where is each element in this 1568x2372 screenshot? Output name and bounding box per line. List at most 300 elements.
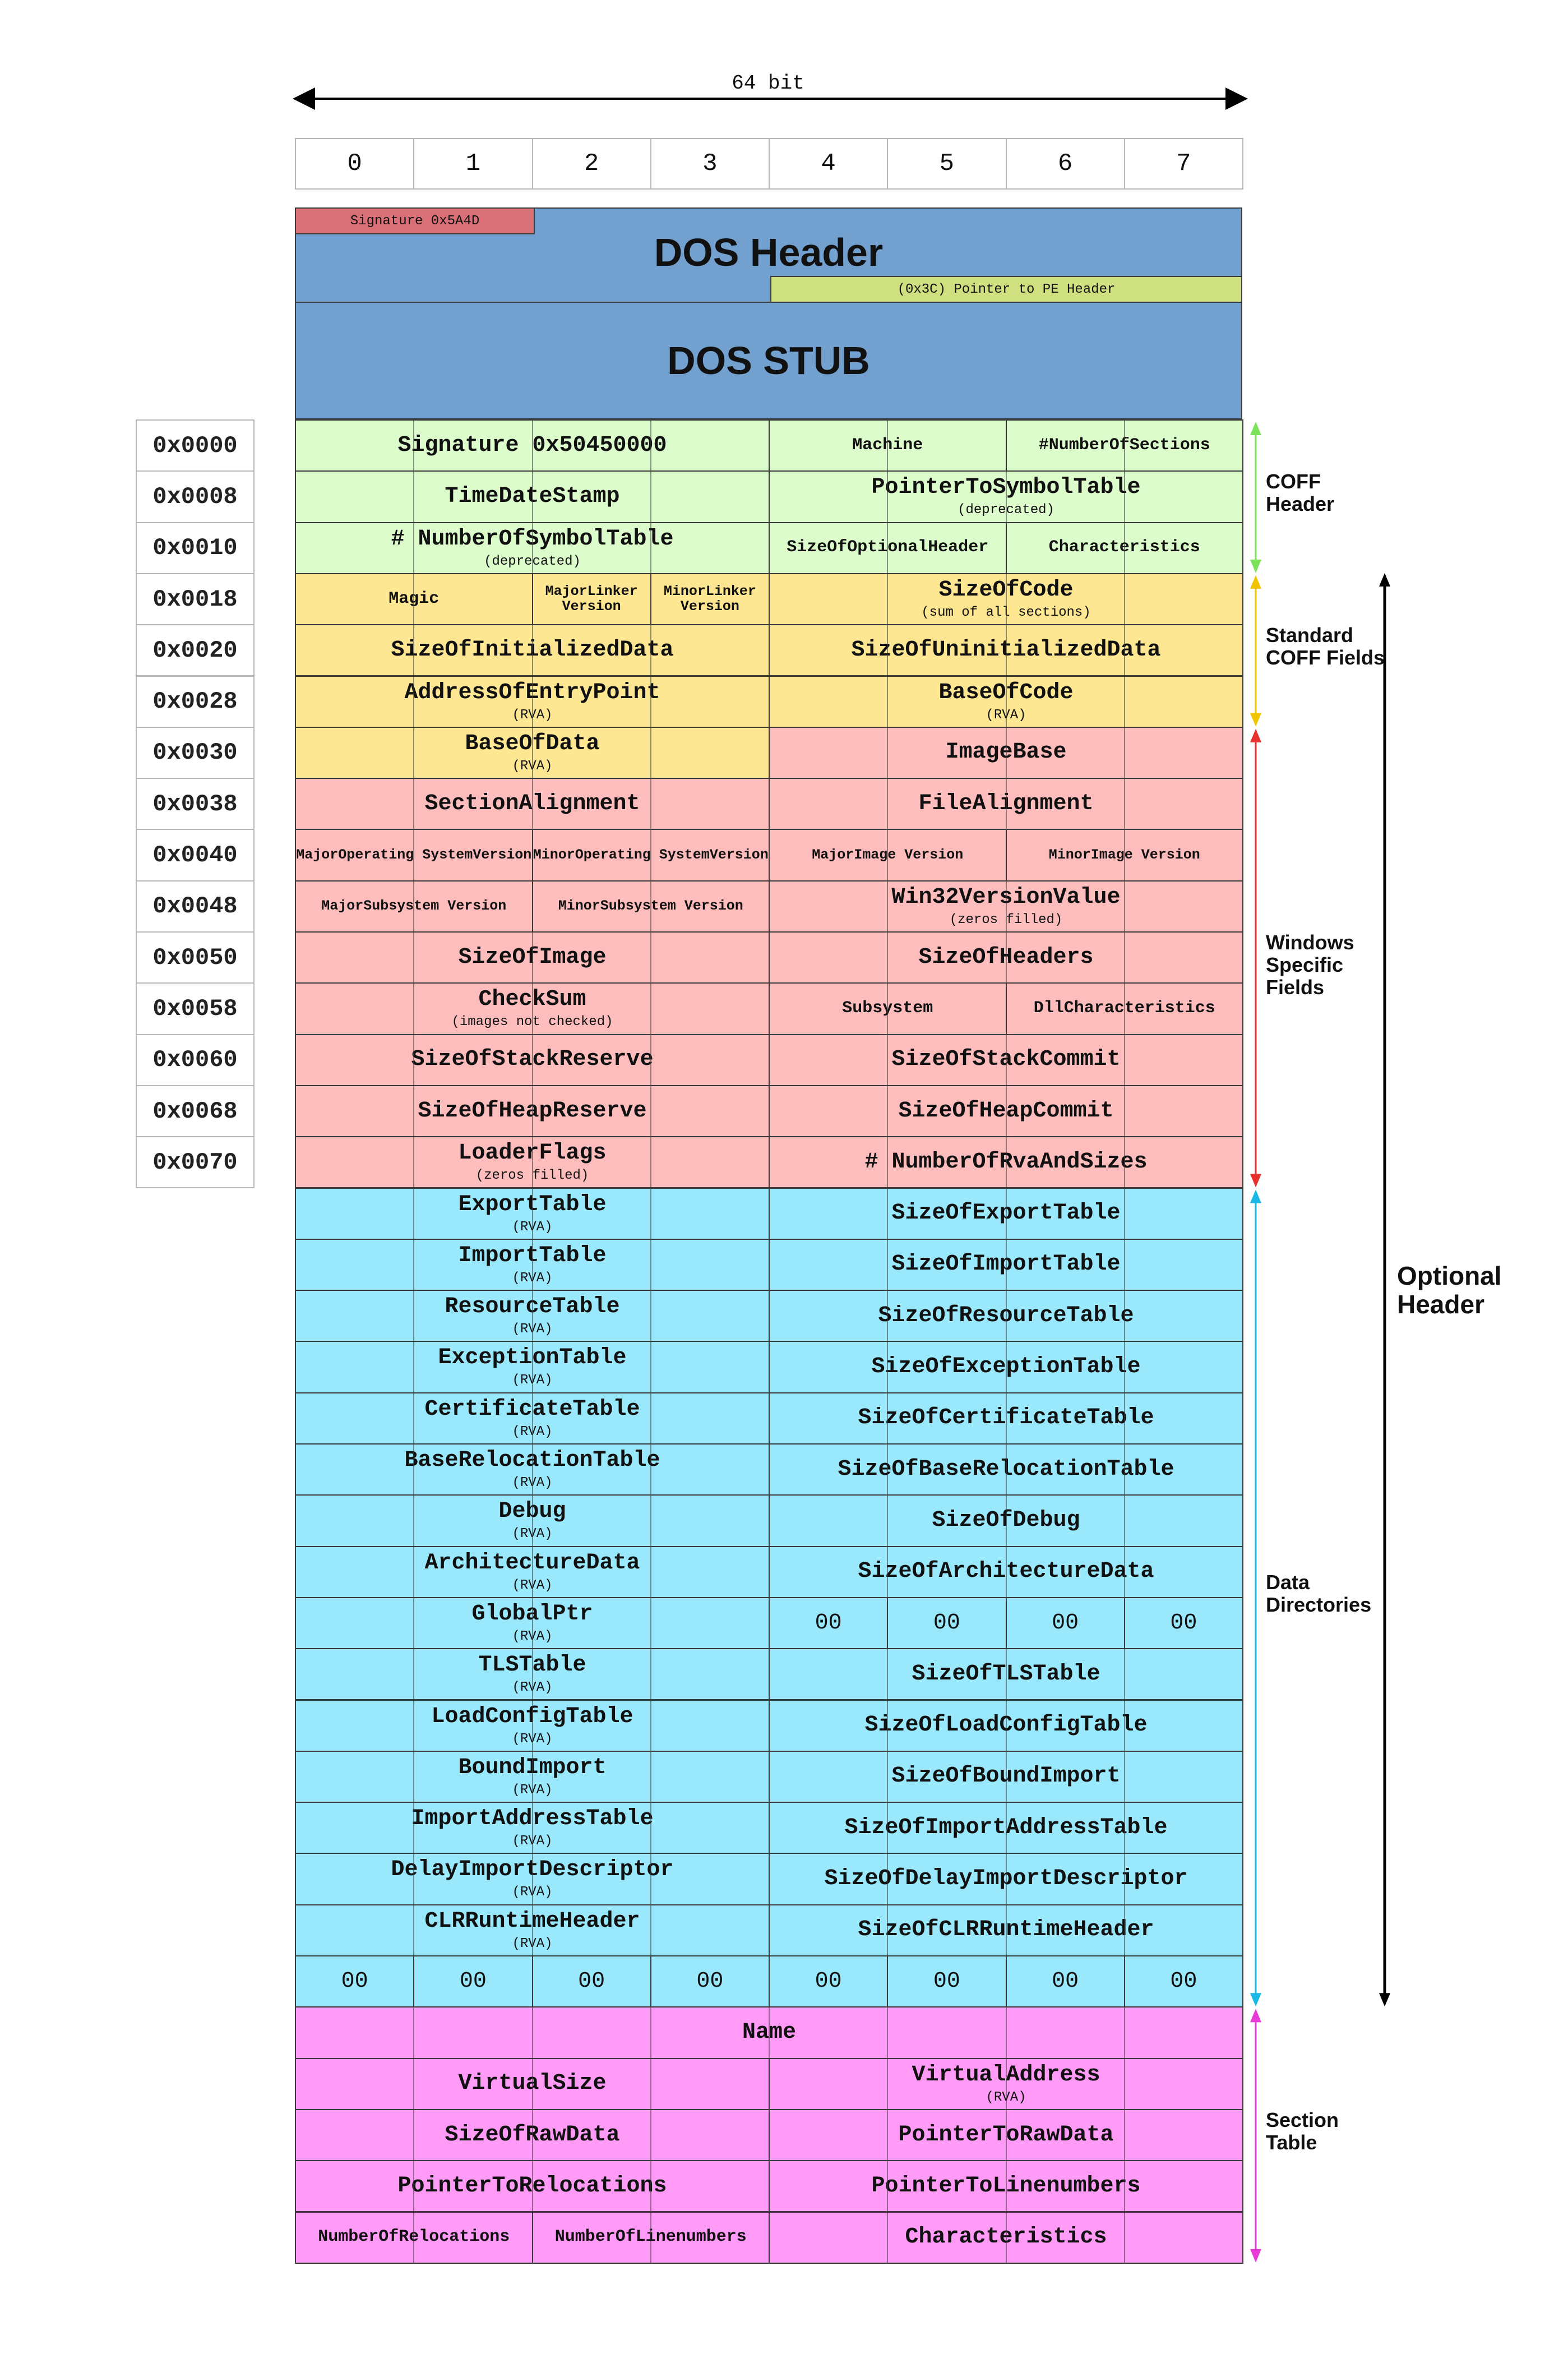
offset-label: 0x0018 — [136, 573, 255, 625]
byte-grid-line — [1006, 1547, 1007, 1597]
byte-grid-line — [532, 1752, 533, 1802]
byte-grid-line — [1006, 728, 1007, 778]
byte-grid-line — [532, 779, 533, 829]
field-name: 00 — [933, 1610, 960, 1636]
field-name: SizeOfArchitectureData — [858, 1559, 1154, 1585]
byte-grid-line — [650, 1803, 651, 1853]
byte-grid-line — [1124, 933, 1125, 982]
byte-grid-line — [532, 933, 533, 982]
field-name: ArchitectureData — [424, 1550, 640, 1576]
byte-grid-line — [887, 830, 888, 880]
field-signature-0x50450000 — [295, 419, 770, 472]
byte-grid-line — [887, 2008, 888, 2057]
byte-grid-line — [887, 1547, 888, 1597]
byte-grid-line — [532, 1803, 533, 1853]
byte-grid-line — [1006, 1445, 1007, 1494]
byte-grid-line — [532, 1393, 533, 1443]
byte-grid-line — [887, 1649, 888, 1699]
byte-grid-line — [413, 421, 414, 470]
offset-label: 0x0008 — [136, 470, 255, 523]
field-timedatestamp — [295, 470, 770, 523]
byte-grid-line — [1006, 1342, 1007, 1392]
field-name: SizeOfStackCommit — [891, 1047, 1121, 1073]
field-00 — [769, 1955, 888, 2008]
byte-grid-line — [1006, 1854, 1007, 1904]
field-name: SizeOfExportTable — [891, 1201, 1121, 1226]
field-note: (RVA) — [512, 1936, 553, 1951]
byte-grid-line — [1124, 1189, 1125, 1239]
byte-grid-line — [532, 1035, 533, 1085]
field-loadconfigtable — [295, 1700, 770, 1752]
byte-grid-line — [887, 1291, 888, 1341]
byte-grid-line — [1006, 1291, 1007, 1341]
offset-label: 0x0070 — [136, 1136, 255, 1188]
field-name: SizeOfImportTable — [891, 1252, 1121, 1277]
byte-grid-line — [413, 472, 414, 522]
byte-grid-line — [887, 1701, 888, 1751]
offset-label: 0x0060 — [136, 1034, 255, 1086]
optional-header-label: Optional Header — [1397, 1261, 1502, 1319]
field-numberofrelocations — [295, 2212, 533, 2264]
field-name: PointerToRawData — [898, 2122, 1114, 2148]
field-note: (RVA) — [512, 1424, 553, 1439]
field-00 — [650, 1955, 770, 2008]
field-sizeofimportaddresstable — [769, 1802, 1243, 1854]
byte-grid-line — [532, 1342, 533, 1392]
byte-grid-line — [650, 2110, 651, 2160]
byte-grid-line — [413, 1905, 414, 1955]
field-dllcharacteristics — [1006, 982, 1244, 1035]
section-arrow — [1250, 2009, 1261, 2263]
byte-grid-line — [532, 1189, 533, 1239]
byte-grid-line — [1124, 779, 1125, 829]
byte-grid-line — [413, 1752, 414, 1802]
byte-grid-line — [1124, 1342, 1125, 1392]
field-sizeoftlstable — [769, 1648, 1243, 1700]
dos-signature-text: Signature 0x5A4D — [350, 213, 480, 229]
byte-grid-line — [650, 1445, 651, 1494]
field-name: Machine — [852, 435, 923, 455]
byte-grid-line — [532, 2110, 533, 2160]
offset-label: 0x0068 — [136, 1085, 255, 1137]
field-virtualsize — [295, 2058, 770, 2110]
byte-grid-line — [887, 523, 888, 573]
byte-grid-line — [887, 1393, 888, 1443]
byte-grid-line — [532, 728, 533, 778]
field-sizeofresourcetable — [769, 1290, 1243, 1342]
byte-grid-line — [887, 1496, 888, 1545]
field-baseofdata — [295, 727, 770, 779]
field-name: SizeOfHeapCommit — [898, 1098, 1114, 1124]
field-name: MajorSubsystem Version — [321, 898, 507, 915]
field-pointertorawdata — [769, 2109, 1243, 2161]
field-name: Magic — [388, 589, 440, 608]
byte-grid-line — [532, 1086, 533, 1136]
field-note: (deprecated) — [484, 553, 581, 569]
byte-grid-line — [650, 1649, 651, 1699]
field-name: ExceptionTable — [438, 1345, 627, 1371]
byte-grid-line — [650, 882, 651, 931]
field-name: SizeOfResourceTable — [878, 1303, 1134, 1328]
byte-grid-line — [413, 882, 414, 931]
offset-label: 0x0040 — [136, 829, 255, 881]
field-name: Characteristics — [1048, 538, 1200, 557]
field-name: FileAlignment — [918, 791, 1094, 816]
field-imagebase — [769, 727, 1243, 779]
field-00 — [1124, 1597, 1243, 1649]
byte-grid-line — [1124, 1649, 1125, 1699]
field-name: TLSTable — [478, 1653, 586, 1678]
byte-grid-line — [413, 2110, 414, 2160]
field-name: SizeOfUninitializedData — [851, 637, 1161, 663]
byte-grid-line — [887, 421, 888, 470]
field-name: PointerToRelocations — [397, 2173, 667, 2199]
field-note: (RVA) — [986, 707, 1026, 723]
field-00 — [1006, 1597, 1125, 1649]
byte-grid-line — [1124, 1752, 1125, 1802]
byte-grid-line — [650, 2213, 651, 2263]
byte-grid-line — [532, 1445, 533, 1494]
byte-grid-line — [413, 625, 414, 675]
byte-grid-line — [650, 1035, 651, 1085]
field-00 — [887, 1955, 1006, 2008]
field-majorlinker-version — [532, 573, 651, 625]
field-sizeofimage — [295, 931, 770, 984]
byte-grid-line — [532, 2161, 533, 2211]
field-name: SizeOfHeapReserve — [418, 1098, 647, 1124]
byte-grid-line — [1124, 984, 1125, 1033]
byte-grid-line — [1124, 1445, 1125, 1494]
byte-grid-line — [650, 1752, 651, 1802]
field-numberofsymboltable — [295, 522, 770, 574]
byte-grid-line — [1124, 1086, 1125, 1136]
field-note: (RVA) — [512, 1577, 553, 1593]
field-sizeofdelayimportdescriptor — [769, 1853, 1243, 1905]
offset-label: 0x0038 — [136, 778, 255, 830]
byte-grid-line — [1124, 1854, 1125, 1904]
field-note: (RVA) — [512, 1628, 553, 1644]
byte-grid-line — [413, 574, 414, 624]
offset-label: 0x0048 — [136, 880, 255, 933]
field-checksum — [295, 982, 770, 1035]
byte-grid-line — [413, 779, 414, 829]
byte-grid-line — [1006, 574, 1007, 624]
byte-grid-line — [1124, 1547, 1125, 1597]
field-characteristics — [769, 2212, 1243, 2264]
byte-grid-line — [1006, 2008, 1007, 2057]
byte-grid-line — [887, 2110, 888, 2160]
section-arrow — [1250, 575, 1261, 727]
field-minoroperating-systemversion — [532, 829, 770, 881]
offset-label: 0x0010 — [136, 522, 255, 574]
byte-grid-line — [413, 677, 414, 727]
field-note: (RVA) — [512, 1322, 553, 1337]
byte-grid-line — [532, 472, 533, 522]
byte-grid-line — [413, 1701, 414, 1751]
field-name: NumberOfLinenumbers — [554, 2227, 747, 2247]
field-sizeofcode — [769, 573, 1243, 625]
field-note: (sum of all sections) — [921, 604, 1091, 620]
field-pointertorelocations — [295, 2160, 770, 2212]
field-baserelocationtable — [295, 1443, 770, 1496]
byte-grid-line — [413, 1649, 414, 1699]
field-name: # NumberOfRvaAndSizes — [864, 1149, 1148, 1175]
byte-column-5: 5 — [887, 138, 1006, 190]
field-sizeofheapcommit — [769, 1085, 1243, 1137]
field-note: (RVA) — [512, 1219, 553, 1235]
byte-grid-line — [887, 1803, 888, 1853]
byte-grid-line — [887, 728, 888, 778]
field-name: LoaderFlags — [458, 1141, 607, 1166]
byte-grid-line — [887, 882, 888, 931]
field-magic — [295, 573, 533, 625]
field-name: SizeOfCLRRuntimeHeader — [858, 1917, 1154, 1943]
byte-grid-line — [532, 1649, 533, 1699]
field-name: SizeOfTLSTable — [912, 1661, 1100, 1687]
field-note: (RVA) — [512, 1782, 553, 1798]
section-label: COFF Header — [1266, 469, 1335, 516]
byte-grid-line — [1124, 2213, 1125, 2263]
section-arrow — [1250, 422, 1261, 573]
field-00 — [413, 1955, 533, 2008]
field-note: (zeros filled) — [475, 1168, 589, 1184]
field-majorimage-version — [769, 829, 1007, 881]
byte-grid-line — [1124, 574, 1125, 624]
byte-grid-line — [887, 779, 888, 829]
byte-grid-line — [650, 1496, 651, 1545]
field-architecturedata — [295, 1546, 770, 1598]
byte-grid-line — [1124, 625, 1125, 675]
byte-grid-line — [413, 2161, 414, 2211]
field-00 — [887, 1597, 1006, 1649]
byte-grid-line — [532, 625, 533, 675]
byte-grid-line — [650, 1393, 651, 1443]
field-name: SizeOfRawData — [445, 2122, 620, 2148]
byte-grid-line — [887, 472, 888, 522]
byte-grid-line — [1124, 472, 1125, 522]
field-name: VirtualSize — [458, 2071, 607, 2097]
field-name: 00 — [815, 1968, 842, 1994]
byte-grid-line — [1124, 2059, 1125, 2109]
byte-grid-line — [887, 1189, 888, 1239]
byte-grid-line — [1006, 2161, 1007, 2211]
field-name: 00 — [341, 1968, 368, 1994]
field-note: (RVA) — [512, 707, 553, 723]
byte-grid-line — [1006, 472, 1007, 522]
field-sizeofboundimport — [769, 1751, 1243, 1803]
field-certificatetable — [295, 1392, 770, 1445]
byte-grid-line — [532, 2059, 533, 2109]
field-name: 00 — [459, 1968, 487, 1994]
field-00 — [295, 1955, 414, 2008]
byte-grid-line — [1006, 1752, 1007, 1802]
byte-grid-line — [887, 984, 888, 1033]
field-name: MinorSubsystem Version — [558, 898, 743, 915]
byte-grid-line — [532, 1598, 533, 1648]
field-majorsubsystem-version — [295, 880, 533, 933]
byte-grid-line — [1006, 2110, 1007, 2160]
field-sizeofheaders — [769, 931, 1243, 984]
byte-grid-line — [1124, 421, 1125, 470]
field-00 — [1124, 1955, 1243, 2008]
field-name: 00 — [815, 1610, 842, 1636]
field-boundimport — [295, 1751, 770, 1803]
byte-grid-line — [532, 523, 533, 573]
section-arrow — [1250, 1190, 1261, 2007]
field-sizeofstackcommit — [769, 1034, 1243, 1086]
field-name: PointerToLinenumbers — [871, 2173, 1141, 2199]
field-00 — [532, 1955, 651, 2008]
field-name: BaseOfData — [465, 731, 600, 756]
field-name: ImageBase — [945, 740, 1067, 765]
byte-grid-line — [532, 1496, 533, 1545]
field-name: AddressOfEntryPoint — [404, 680, 660, 705]
field-subsystem — [769, 982, 1007, 1035]
byte-grid-line — [413, 984, 414, 1033]
field-minorsubsystem-version — [532, 880, 770, 933]
field-name: 00 — [696, 1968, 724, 1994]
byte-grid-line — [1124, 523, 1125, 573]
field-importtable — [295, 1239, 770, 1291]
byte-grid-line — [650, 1854, 651, 1904]
byte-column-4: 4 — [769, 138, 888, 190]
offset-label: 0x0020 — [136, 624, 255, 676]
field-name: SizeOfDelayImportDescriptor — [824, 1866, 1188, 1892]
byte-grid-line — [1124, 2008, 1125, 2057]
byte-grid-line — [650, 625, 651, 675]
byte-grid-line — [1006, 933, 1007, 982]
field-loaderflags — [295, 1136, 770, 1188]
byte-grid-line — [1006, 2213, 1007, 2263]
byte-column-1: 1 — [413, 138, 533, 190]
field-name: 00 — [1052, 1968, 1079, 1994]
offset-label: 0x0028 — [136, 676, 255, 728]
field-name: #NumberOfSections — [1038, 435, 1210, 455]
field-numberoflinenumbers — [532, 2212, 770, 2264]
section-label: Section Table — [1266, 2108, 1339, 2154]
field-sizeofcertificatetable — [769, 1392, 1243, 1445]
field-characteristics — [1006, 522, 1244, 574]
byte-grid-line — [887, 1240, 888, 1290]
byte-grid-line — [1006, 1803, 1007, 1853]
field-name: LoadConfigTable — [431, 1704, 633, 1729]
byte-grid-line — [1124, 1035, 1125, 1085]
byte-grid-line — [532, 1240, 533, 1290]
byte-grid-line — [650, 1905, 651, 1955]
byte-column-2: 2 — [532, 138, 651, 190]
byte-grid-line — [532, 421, 533, 470]
field-name — [295, 2006, 1243, 2059]
field-name: 00 — [1170, 1968, 1197, 1994]
byte-grid-line — [887, 1445, 888, 1494]
byte-grid-line — [1006, 1086, 1007, 1136]
field-minorlinker-version — [650, 573, 770, 625]
byte-grid-line — [413, 523, 414, 573]
byte-grid-line — [532, 984, 533, 1033]
field-minorimage-version — [1006, 829, 1244, 881]
byte-grid-line — [1006, 625, 1007, 675]
field-note: (RVA) — [512, 1680, 553, 1696]
byte-grid-line — [650, 984, 651, 1033]
field-note: (RVA) — [512, 1270, 553, 1286]
field-name: SizeOfDebug — [932, 1507, 1080, 1533]
field-name: TimeDateStamp — [445, 483, 620, 509]
field-00 — [1006, 1955, 1125, 2008]
byte-grid-line — [887, 1752, 888, 1802]
byte-grid-line — [650, 779, 651, 829]
section-arrows — [1233, 393, 1568, 2299]
field-sizeofheapreserve — [295, 1085, 770, 1137]
field-sizeofstackreserve — [295, 1034, 770, 1086]
width-label: 64 bit — [732, 72, 804, 95]
field-name: MinorOperating SystemVersion — [533, 846, 769, 863]
field-note: (RVA) — [512, 1731, 553, 1747]
field-note: (deprecated) — [958, 502, 1054, 518]
field-name: Debug — [498, 1499, 566, 1525]
field-sizeofimporttable — [769, 1239, 1243, 1291]
byte-grid-line — [650, 933, 651, 982]
byte-grid-line — [650, 1701, 651, 1751]
field-name: DllCharacteristics — [1033, 999, 1215, 1018]
byte-grid-line — [413, 1086, 414, 1136]
field-name: CertificateTable — [424, 1396, 640, 1422]
field-machine — [769, 419, 1007, 472]
field-sizeofoptionalheader — [769, 522, 1007, 574]
byte-grid-line — [650, 1291, 651, 1341]
byte-grid-line — [532, 1701, 533, 1751]
field-name: CLRRuntimeHeader — [424, 1908, 640, 1934]
byte-grid-line — [532, 2008, 533, 2057]
dos-stub-title: DOS STUB — [667, 339, 870, 382]
byte-grid-line — [887, 1854, 888, 1904]
byte-grid-line — [1124, 882, 1125, 931]
byte-grid-line — [887, 1137, 888, 1187]
byte-grid-line — [1124, 728, 1125, 778]
offset-label: 0x0000 — [136, 419, 255, 472]
field-win32versionvalue — [769, 880, 1243, 933]
byte-grid-line — [650, 2059, 651, 2109]
field-note: (zeros filled) — [949, 912, 1063, 927]
field-name: PointerToSymbolTable — [871, 475, 1141, 501]
byte-grid-line — [413, 2008, 414, 2057]
byte-grid-line — [413, 1137, 414, 1187]
byte-grid-line — [413, 1598, 414, 1648]
byte-grid-line — [1124, 1496, 1125, 1545]
field-sizeofdebug — [769, 1494, 1243, 1547]
field-name: SizeOfImportAddressTable — [844, 1815, 1168, 1840]
field-name: SectionAlignment — [424, 791, 640, 816]
section-label: Windows Specific Fields — [1266, 930, 1354, 999]
field-00 — [769, 1597, 888, 1649]
field-sizeofrawdata — [295, 2109, 770, 2161]
field-note: (images not checked) — [451, 1014, 613, 1030]
byte-grid-line — [1124, 1701, 1125, 1751]
field-debug — [295, 1494, 770, 1547]
byte-grid-line — [413, 2059, 414, 2109]
byte-grid-line — [413, 728, 414, 778]
field-exceptiontable — [295, 1341, 770, 1393]
byte-grid-line — [1124, 677, 1125, 727]
field-numberofsections — [1006, 419, 1244, 472]
field-sizeofbaserelocationtable — [769, 1443, 1243, 1496]
byte-grid-line — [1006, 1701, 1007, 1751]
field-sizeofclrruntimeheader — [769, 1904, 1243, 1956]
field-sizeofexceptiontable — [769, 1341, 1243, 1393]
field-virtualaddress — [769, 2058, 1243, 2110]
byte-grid-line — [650, 677, 651, 727]
byte-grid-line — [532, 677, 533, 727]
byte-grid-line — [413, 1547, 414, 1597]
